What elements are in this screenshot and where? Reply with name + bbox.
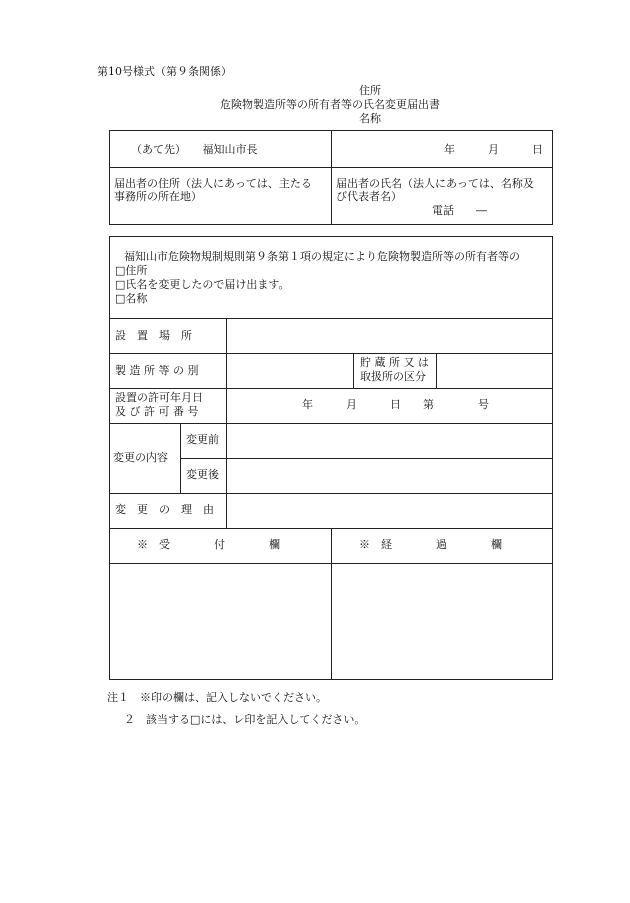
title-address-option: 住所 (359, 84, 381, 97)
title-name-option: 名称 (359, 112, 381, 125)
location-label: 設 置 場 所 (115, 329, 192, 342)
change-content-label: 変更の内容 (113, 451, 168, 464)
note-1: 注１ ※印の欄は、記入しないでください。 (107, 691, 327, 704)
after-label: 変更後 (186, 468, 219, 481)
checkbox-address[interactable]: □住所 (115, 264, 148, 277)
applicant-address-label-cont: 事務所の所在地） (114, 190, 202, 203)
checkbox-name[interactable]: □氏名を変更したので届け出ます。 (115, 278, 290, 291)
before-label: 変更前 (186, 433, 219, 446)
progress-column-header: ※ 経 過 欄 (359, 538, 502, 551)
permit-label: 設置の許可年月日 (115, 391, 203, 404)
addressee: （あて先） 福知山市長 (131, 143, 258, 156)
storage-type-label-cont: 取扱所の区分 (360, 370, 426, 383)
reason-label: 変 更 の 理 由 (115, 503, 214, 516)
checkbox-corporate-name[interactable]: □名称 (115, 292, 148, 305)
permit-label-cont: 及 び 許 可 番 号 (115, 405, 199, 418)
date-field[interactable]: 年 月 日 (444, 143, 543, 156)
form-number: 第10号様式（第９条関係） (97, 65, 232, 78)
phone-field[interactable]: 電話 ― (432, 204, 487, 217)
applicant-name-label: 届出者の氏名（法人にあっては、名称及 (336, 177, 534, 190)
reception-column-header: ※ 受 付 欄 (137, 538, 280, 551)
page-title: 危険物製造所等の所有者等の氏名変更届出書 (220, 98, 440, 111)
storage-type-label: 貯 蔵 所 又 は (360, 356, 429, 369)
applicant-name-label-cont: び代表者名） (336, 190, 402, 203)
permit-value[interactable]: 年 月 日 第 号 (302, 398, 489, 411)
facility-type-label: 製 造 所 等 の 別 (115, 364, 199, 377)
note-2: ２ 該当する□には、レ印を記入してください。 (124, 713, 366, 726)
statement-line: 福知山市危険物規制規則第９条第１項の規定により危険物製造所等の所有者等の (124, 250, 520, 263)
applicant-address-label: 届出者の住所（法人にあっては、主たる (114, 177, 312, 190)
